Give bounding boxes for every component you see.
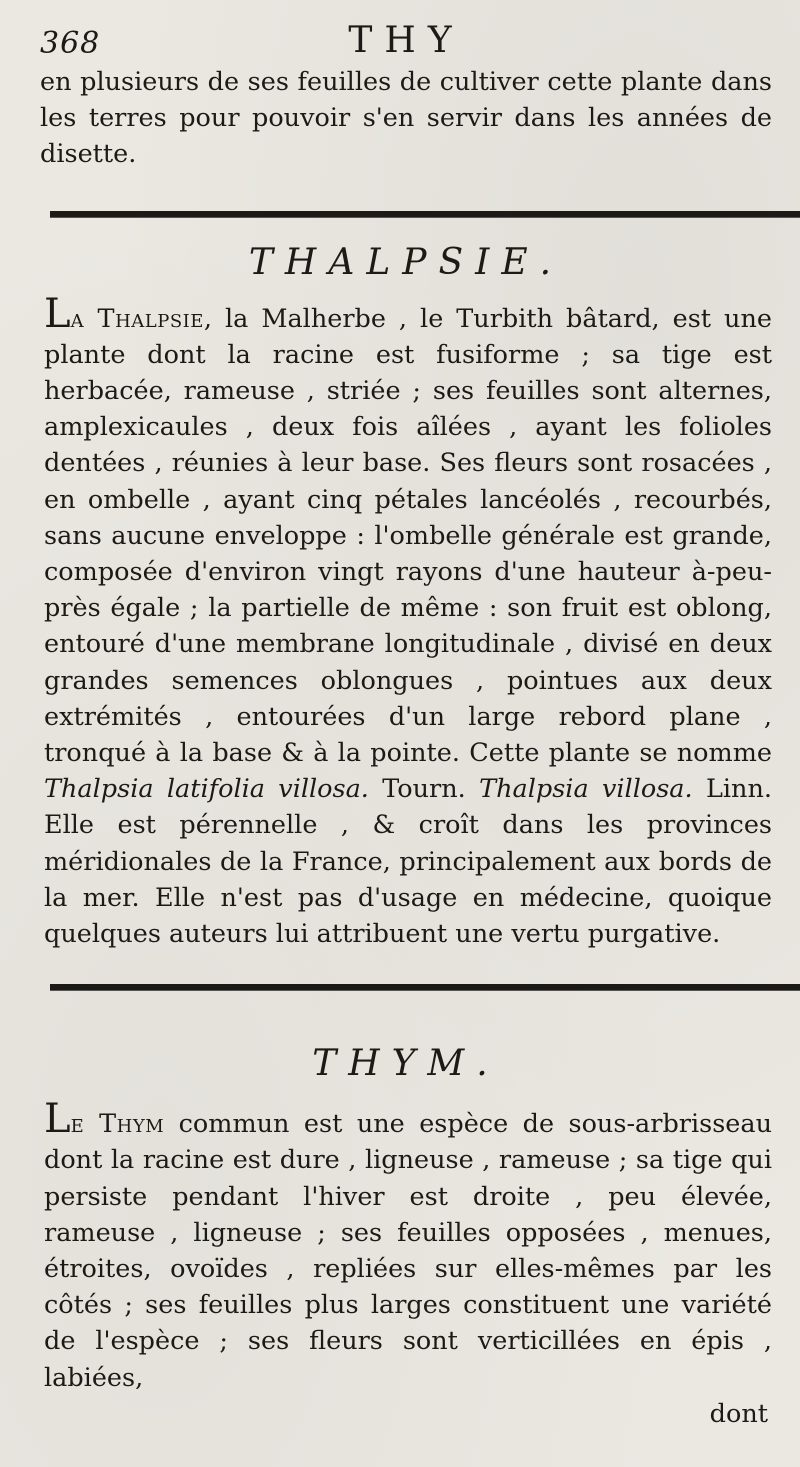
running-head (40, 18, 772, 64)
running-title: THY (348, 20, 464, 61)
page-number: 368 (40, 26, 101, 61)
thym-lead-rest: e Thym (70, 1109, 165, 1140)
section-divider-2 (50, 984, 800, 991)
intro-paragraph: en plusieurs de ses feuilles de cultiver cette plante dans les terres pour pouvoir s'en servir dans les années de disette. (40, 67, 772, 170)
thalpsie-text-2: Tourn. (368, 774, 480, 805)
thalpsie-initial: L (44, 290, 71, 337)
article-thalpsie (40, 242, 772, 953)
section-title-thalpsie: THALPSIE. (248, 241, 564, 283)
thalpsie-text-1: , la Malherbe , le Turbith bâtard, est une plante dont la racine est fusiforme ; sa tige est herbacée, rameuse , striée ; ses feuilles sont alternes, amplexicaules , deux fois aîlées , ayant les folioles dentées , réunies à leur base. Ses fleurs sont rosacées , en ombelle , ayant cinq pétales lancéolés , recourbés, sans aucune enveloppe : l'ombelle générale est grande, composée d'environ vingt rayons d'une hauteur à-peu-près égale ; la partielle de même : son fruit est oblong, entouré d'une membrane longitudinale , divisé en deux grandes semences oblongues , pointues aux deux extrémités , entourées d'un large rebord plane , tronqué à la base & à la pointe. Cette plante se nomme (44, 303, 772, 769)
section-title-thym: THYM. (312, 1043, 500, 1085)
thalpsie-paragraph (40, 290, 772, 953)
thalpsie-latin-2: Thalpsia villosa. (479, 774, 693, 805)
section-divider (50, 211, 800, 218)
thym-lead (44, 1096, 165, 1143)
thym-initial: L (44, 1096, 71, 1143)
thym-paragraph (40, 1096, 773, 1396)
catchword: dont (709, 1398, 768, 1429)
thalpsie-latin-1: Thalpsia latifolia villosa. (44, 774, 369, 805)
article-thym (40, 1043, 772, 1432)
thalpsie-text-3: Linn. Elle est pérennelle , & croît dans les provinces méridionales de la France, principalement aux bords de la mer. Elle n'est pas d'usage en médecine, quoique quelques auteurs lui attribuent une vertu purgative. (44, 774, 772, 950)
thalpsie-lead-rest: a Thalpsie (70, 303, 204, 334)
thalpsie-lead (44, 290, 204, 337)
thym-text: commun est une espèce de sous-arbrisseau dont la racine est dure , ligneuse , rameuse ; sa tige qui persiste pendant l'hiver est droite , peu élevée, rameuse , ligneuse ; ses feuilles opposées , menues, étroites, ovoïdes , repliées sur elles-mêmes par les côtés ; ses feuilles plus larges constituent une variété de l'espèce ; ses fleurs sont verticillées en épis , labiées, (44, 1109, 773, 1393)
